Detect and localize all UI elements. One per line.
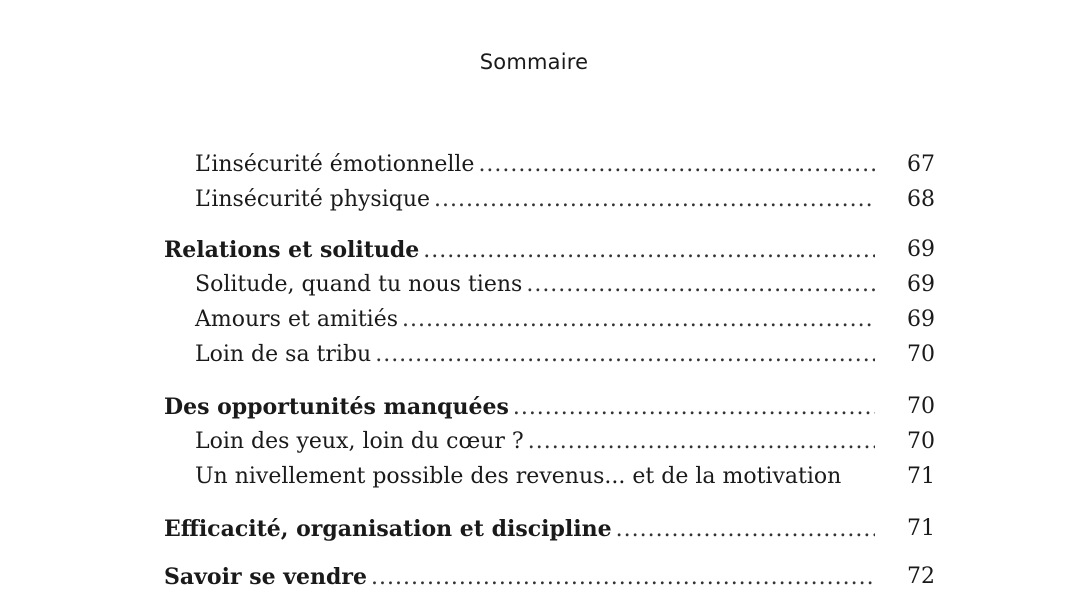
toc-entry-label: Un nivellement possible des revenus... et de la motivation: [195, 464, 842, 489]
toc-section-page: 72: [907, 564, 935, 589]
toc-entry-label: Amours et amitiés: [195, 307, 399, 332]
toc-section-label: Des opportunités manquées: [164, 394, 509, 420]
dot-leader: [478, 150, 875, 180]
toc-entry-page: 70: [907, 342, 935, 367]
toc-entry-label: Loin des yeux, loin du cœur ?: [195, 429, 524, 454]
toc-entry[interactable]: [195, 150, 935, 180]
dot-leader: [434, 185, 875, 215]
toc-section-page: 69: [907, 237, 935, 262]
toc-section-page: 70: [907, 394, 935, 419]
toc-entry-label: Loin de sa tribu: [195, 342, 372, 367]
toc-entry[interactable]: [195, 427, 935, 457]
dot-leader: [513, 393, 875, 423]
dot-leader: [526, 270, 875, 300]
dot-leader: [375, 340, 875, 370]
toc-entry[interactable]: [195, 185, 935, 215]
toc-section[interactable]: [164, 562, 935, 592]
toc-entry-page: 70: [907, 429, 935, 454]
toc-entry-page: 69: [907, 307, 935, 332]
dot-leader: [616, 515, 875, 545]
dot-leader: [528, 427, 875, 457]
toc-entry-label: L’insécurité émotionnelle: [195, 152, 475, 177]
toc-section[interactable]: [164, 235, 935, 265]
toc-section-label: Relations et solitude: [164, 237, 420, 263]
toc-section[interactable]: [164, 392, 935, 422]
toc-entry[interactable]: [195, 305, 935, 335]
toc-entry-page: 71: [907, 464, 935, 489]
toc-entry[interactable]: [195, 462, 935, 492]
toc-entry[interactable]: [195, 270, 935, 300]
toc-section-page: 71: [907, 516, 935, 541]
toc-section-label: Efficacité, organisation et discipline: [164, 516, 612, 542]
toc-entry[interactable]: [195, 340, 935, 370]
toc-section[interactable]: [164, 514, 935, 544]
toc-entry-page: 68: [907, 187, 935, 212]
dot-leader: [402, 305, 875, 335]
dot-leader: [371, 563, 875, 593]
toc-entry-label: L’insécurité physique: [195, 187, 431, 212]
toc-section-label: Savoir se vendre: [164, 564, 367, 590]
toc-entry-page: 67: [907, 152, 935, 177]
page-title: Sommaire: [479, 50, 589, 74]
toc-entry-label: Solitude, quand tu nous tiens: [195, 272, 523, 297]
toc-entry-page: 69: [907, 272, 935, 297]
dot-leader: [423, 236, 875, 266]
